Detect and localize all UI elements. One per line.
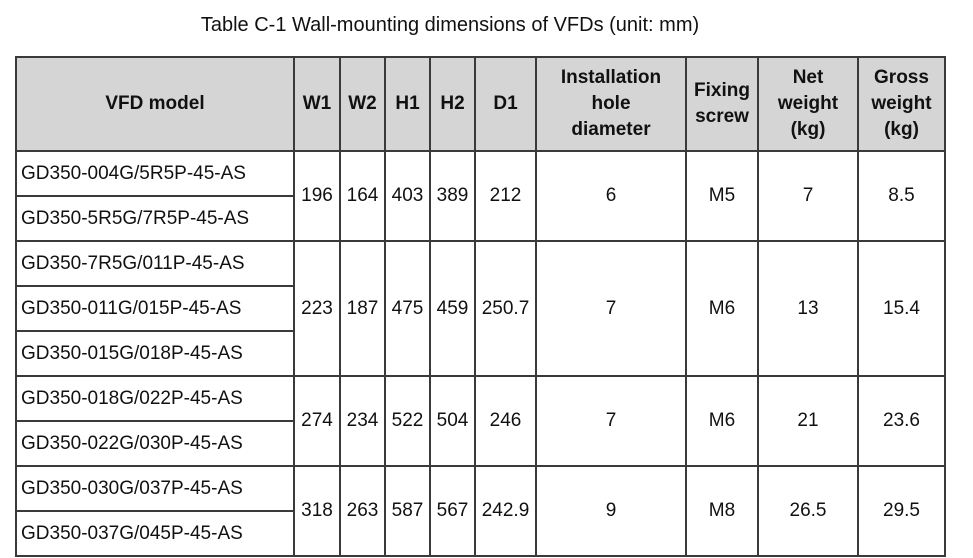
net-weight-cell: 13 <box>758 241 858 376</box>
w2-cell: 164 <box>340 151 385 241</box>
fixing-screw-cell: M6 <box>686 376 758 466</box>
vfd-model-cell: GD350-018G/022P-45-AS <box>16 376 294 421</box>
d1-cell: 242.9 <box>475 466 536 556</box>
wall-mounting-dimensions-table <box>15 56 946 557</box>
table-row <box>16 151 945 196</box>
table-row <box>16 376 945 421</box>
header-gross-weight: Gross weight (kg) <box>858 57 945 151</box>
fixing-screw-cell: M8 <box>686 466 758 556</box>
h2-cell: 459 <box>430 241 475 376</box>
d1-cell: 246 <box>475 376 536 466</box>
header-installation-hole-diameter: Installation hole diameter <box>536 57 686 151</box>
gross-weight-cell: 8.5 <box>858 151 945 241</box>
table-row <box>16 241 945 286</box>
h1-cell: 403 <box>385 151 430 241</box>
vfd-model-cell: GD350-015G/018P-45-AS <box>16 331 294 376</box>
header-vfd-model: VFD model <box>16 57 294 151</box>
net-weight-cell: 21 <box>758 376 858 466</box>
net-weight-cell: 26.5 <box>758 466 858 556</box>
fixing-screw-cell: M5 <box>686 151 758 241</box>
header-h2: H2 <box>430 57 475 151</box>
w2-cell: 234 <box>340 376 385 466</box>
table-row <box>16 466 945 511</box>
w2-cell: 187 <box>340 241 385 376</box>
header-net-weight: Net weight (kg) <box>758 57 858 151</box>
gross-weight-cell: 29.5 <box>858 466 945 556</box>
w1-cell: 274 <box>294 376 340 466</box>
vfd-model-cell: GD350-004G/5R5P-45-AS <box>16 151 294 196</box>
header-w1: W1 <box>294 57 340 151</box>
hole-diameter-cell: 6 <box>536 151 686 241</box>
d1-cell: 250.7 <box>475 241 536 376</box>
net-weight-cell: 7 <box>758 151 858 241</box>
w1-cell: 196 <box>294 151 340 241</box>
header-row <box>16 57 945 151</box>
h2-cell: 389 <box>430 151 475 241</box>
w2-cell: 263 <box>340 466 385 556</box>
header-h1: H1 <box>385 57 430 151</box>
d1-cell: 212 <box>475 151 536 241</box>
gross-weight-cell: 15.4 <box>858 241 945 376</box>
table-caption: Table C-1 Wall-mounting dimensions of VFDs (unit: mm) <box>200 14 700 36</box>
header-w2: W2 <box>340 57 385 151</box>
vfd-model-cell: GD350-011G/015P-45-AS <box>16 286 294 331</box>
w1-cell: 318 <box>294 466 340 556</box>
h2-cell: 567 <box>430 466 475 556</box>
h1-cell: 522 <box>385 376 430 466</box>
hole-diameter-cell: 7 <box>536 376 686 466</box>
h2-cell: 504 <box>430 376 475 466</box>
header-fixing-screw: Fixing screw <box>686 57 758 151</box>
h1-cell: 475 <box>385 241 430 376</box>
vfd-model-cell: GD350-022G/030P-45-AS <box>16 421 294 466</box>
fixing-screw-cell: M6 <box>686 241 758 376</box>
hole-diameter-cell: 9 <box>536 466 686 556</box>
vfd-model-cell: GD350-5R5G/7R5P-45-AS <box>16 196 294 241</box>
h1-cell: 587 <box>385 466 430 556</box>
gross-weight-cell: 23.6 <box>858 376 945 466</box>
header-d1: D1 <box>475 57 536 151</box>
vfd-model-cell: GD350-037G/045P-45-AS <box>16 511 294 556</box>
hole-diameter-cell: 7 <box>536 241 686 376</box>
w1-cell: 223 <box>294 241 340 376</box>
vfd-model-cell: GD350-7R5G/011P-45-AS <box>16 241 294 286</box>
vfd-model-cell: GD350-030G/037P-45-AS <box>16 466 294 511</box>
